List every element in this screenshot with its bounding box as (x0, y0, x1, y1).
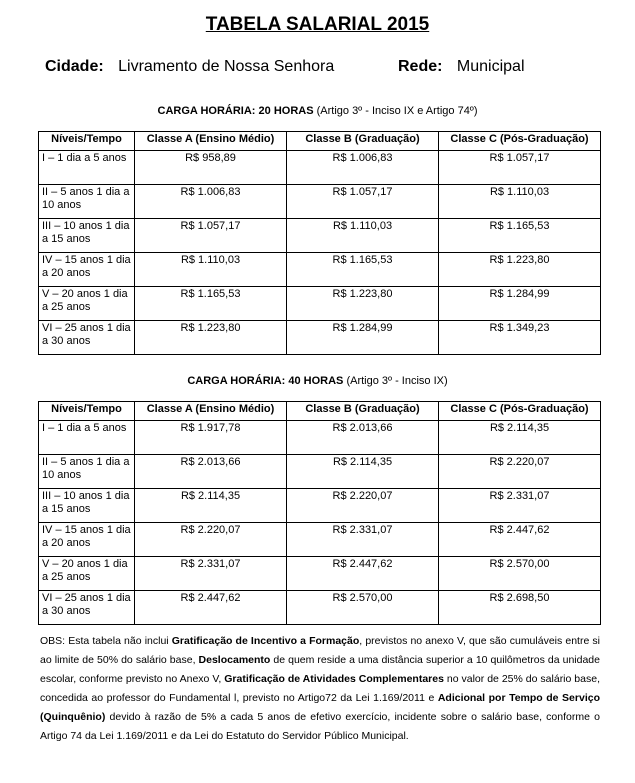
column-header-classe-b: Classe B (Graduação) (287, 402, 439, 421)
level-cell: IV – 15 anos 1 dia a 20 anos (39, 523, 135, 557)
classe-c-cell: R$ 1.284,99 (439, 287, 601, 321)
level-cell: II – 5 anos 1 dia a 10 anos (39, 185, 135, 219)
classe-b-cell: R$ 1.057,17 (287, 185, 439, 219)
classe-c-cell: R$ 2.570,00 (439, 557, 601, 591)
table-row (39, 185, 601, 219)
table-row (39, 321, 601, 355)
table-40h-heading-text: CARGA HORÁRIA: 40 HORAS (187, 375, 344, 387)
table-header-row (39, 402, 601, 421)
observation-note (40, 632, 600, 746)
classe-b-cell: R$ 1.284,99 (287, 321, 439, 355)
table-row (39, 253, 601, 287)
obs-bold-term: Adicional por Tempo de Serviço (Quinquênio) (40, 692, 600, 723)
table-row (39, 557, 601, 591)
table-row (39, 219, 601, 253)
table-row (39, 287, 601, 321)
table-row (39, 591, 601, 625)
classe-a-cell: R$ 1.165,53 (135, 287, 287, 321)
rede-field (398, 58, 525, 76)
column-header-niveis: Níveis/Tempo (39, 132, 135, 151)
level-cell: IV – 15 anos 1 dia a 20 anos (39, 253, 135, 287)
rede-label: Rede: (398, 58, 443, 75)
table-20h-heading-note: (Artigo 3º - Inciso IX e Artigo 74º) (316, 105, 478, 117)
level-cell: VI – 25 anos 1 dia a 30 anos (39, 591, 135, 625)
classe-c-cell: R$ 2.331,07 (439, 489, 601, 523)
classe-b-cell: R$ 2.447,62 (287, 557, 439, 591)
obs-text: OBS: Esta tabela não inclui (40, 635, 172, 647)
classe-c-cell: R$ 2.447,62 (439, 523, 601, 557)
obs-text: no valor de 25% do salário base, concedida ao professor do Fundamental l, previsto no Artigo72 da Lei 1.169/2011 e (40, 673, 600, 704)
classe-b-cell: R$ 1.006,83 (287, 151, 439, 185)
table-40h-heading (0, 375, 635, 387)
level-cell: III – 10 anos 1 dia a 15 anos (39, 489, 135, 523)
cidade-value: Livramento de Nossa Senhora (118, 58, 335, 75)
table-row (39, 151, 601, 185)
classe-a-cell: R$ 1.057,17 (135, 219, 287, 253)
classe-b-cell: R$ 1.110,03 (287, 219, 439, 253)
classe-a-cell: R$ 2.447,62 (135, 591, 287, 625)
classe-c-cell: R$ 1.165,53 (439, 219, 601, 253)
classe-a-cell: R$ 1.110,03 (135, 253, 287, 287)
column-header-classe-c: Classe C (Pós-Graduação) (439, 402, 601, 421)
classe-c-cell: R$ 2.698,50 (439, 591, 601, 625)
column-header-classe-a: Classe A (Ensino Médio) (135, 402, 287, 421)
column-header-niveis: Níveis/Tempo (39, 402, 135, 421)
obs-bold-term: Gratificação de Incentivo a Formação (171, 635, 360, 647)
level-cell: III – 10 anos 1 dia a 15 anos (39, 219, 135, 253)
classe-a-cell: R$ 2.220,07 (135, 523, 287, 557)
cidade-label: Cidade: (45, 58, 104, 75)
level-cell: II – 5 anos 1 dia a 10 anos (39, 455, 135, 489)
classe-a-cell: R$ 2.114,35 (135, 489, 287, 523)
table-header-row (39, 132, 601, 151)
classe-a-cell: R$ 1.006,83 (135, 185, 287, 219)
table-row (39, 421, 601, 455)
obs-text: , previstos no anexo V, que são cumuláveis entre si ao limite de 50% do salário base, (40, 635, 600, 666)
column-header-classe-a: Classe A (Ensino Médio) (135, 132, 287, 151)
classe-b-cell: R$ 2.570,00 (287, 591, 439, 625)
obs-bold-term: Gratificação de Atividades Complementares (224, 673, 444, 685)
classe-c-cell: R$ 1.057,17 (439, 151, 601, 185)
classe-a-cell: R$ 2.013,66 (135, 455, 287, 489)
table-40h-heading-note: (Artigo 3º - Inciso IX) (346, 375, 448, 387)
classe-b-cell: R$ 2.114,35 (287, 455, 439, 489)
table-row (39, 489, 601, 523)
classe-b-cell: R$ 1.165,53 (287, 253, 439, 287)
column-header-classe-c: Classe C (Pós-Graduação) (439, 132, 601, 151)
column-header-classe-b: Classe B (Graduação) (287, 132, 439, 151)
classe-c-cell: R$ 1.349,23 (439, 321, 601, 355)
level-cell: V – 20 anos 1 dia a 25 anos (39, 287, 135, 321)
classe-c-cell: R$ 1.223,80 (439, 253, 601, 287)
obs-text: devido à razão de 5% a cada 5 anos de efetivo exercício, incidente sobre o salário base, conforme o Artigo 74 da Lei 1.169/2011 e da Lei do Estatuto do Servidor Público Municipal. (40, 711, 600, 742)
level-cell: V – 20 anos 1 dia a 25 anos (39, 557, 135, 591)
table-20h-heading-text: CARGA HORÁRIA: 20 HORAS (157, 105, 314, 117)
table-row (39, 523, 601, 557)
classe-b-cell: R$ 2.013,66 (287, 421, 439, 455)
cidade-field (45, 58, 334, 76)
page-title: TABELA SALARIAL 2015 (205, 14, 430, 35)
classe-b-cell: R$ 1.223,80 (287, 287, 439, 321)
salary-table-20h (38, 131, 601, 355)
table-20h-heading (0, 105, 635, 117)
level-cell: I – 1 dia a 5 anos (39, 421, 135, 455)
level-cell: VI – 25 anos 1 dia a 30 anos (39, 321, 135, 355)
rede-value: Municipal (456, 58, 525, 75)
classe-c-cell: R$ 2.114,35 (439, 421, 601, 455)
classe-c-cell: R$ 2.220,07 (439, 455, 601, 489)
classe-a-cell: R$ 2.331,07 (135, 557, 287, 591)
classe-b-cell: R$ 2.331,07 (287, 523, 439, 557)
classe-a-cell: R$ 958,89 (135, 151, 287, 185)
obs-bold-term: Deslocamento (198, 654, 271, 666)
table-row (39, 455, 601, 489)
classe-c-cell: R$ 1.110,03 (439, 185, 601, 219)
obs-text: de quem reside a uma distância superior a 10 quilômetros da unidade escolar, conforme previsto no Anexo V, (40, 654, 600, 685)
salary-table-40h (38, 401, 601, 625)
classe-a-cell: R$ 1.223,80 (135, 321, 287, 355)
classe-a-cell: R$ 1.917,78 (135, 421, 287, 455)
level-cell: I – 1 dia a 5 anos (39, 151, 135, 185)
classe-b-cell: R$ 2.220,07 (287, 489, 439, 523)
